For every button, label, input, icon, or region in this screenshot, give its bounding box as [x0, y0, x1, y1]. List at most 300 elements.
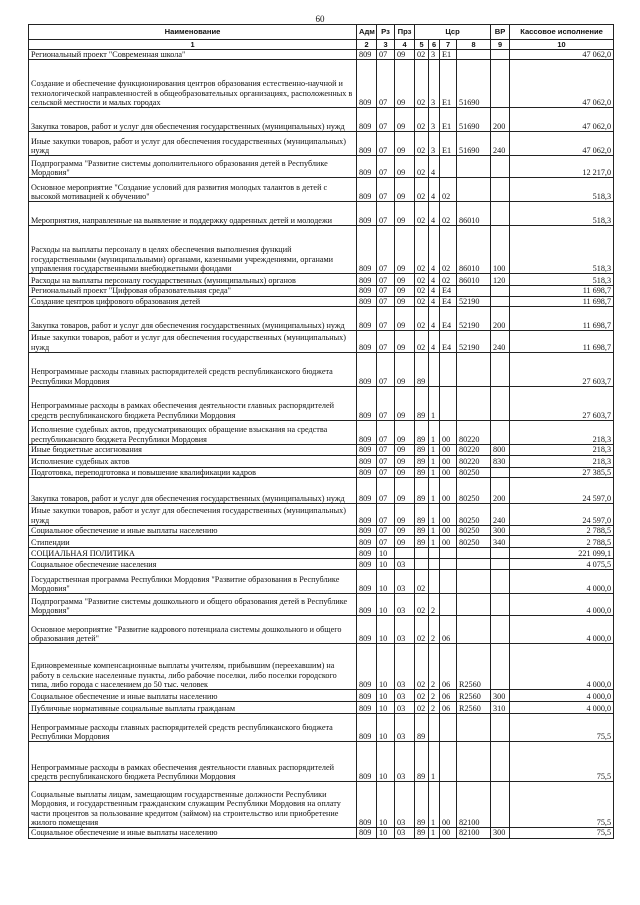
row-adm: 809: [357, 570, 377, 594]
row-csr-subprogram: 2: [429, 690, 440, 702]
row-csr-event: 06: [440, 702, 457, 714]
table-row: [29, 616, 614, 644]
row-name: Стипендии: [29, 536, 357, 548]
row-name: Непрограммные расходы главных распорядителей средств республиканского бюджета Республики Мордовия: [29, 714, 357, 742]
row-amount: 4 000,0: [510, 570, 614, 594]
row-adm: 809: [357, 478, 377, 504]
column-number: 2: [357, 40, 377, 50]
row-rz: 10: [377, 548, 395, 559]
row-csr-program: 02: [415, 286, 429, 296]
row-rz: 07: [377, 504, 395, 526]
row-name: Социальное обеспечение и иные выплаты населению: [29, 526, 357, 536]
row-vr: [491, 714, 510, 742]
row-rz: 07: [377, 226, 395, 274]
row-amount: 218,3: [510, 455, 614, 467]
row-adm: 809: [357, 286, 377, 296]
row-csr-subprogram: [429, 353, 440, 387]
row-prz: 09: [395, 296, 415, 306]
row-amount: 47 062,0: [510, 108, 614, 132]
row-csr-subprogram: 4: [429, 178, 440, 202]
row-vr: [491, 353, 510, 387]
row-csr-subprogram: [429, 559, 440, 570]
row-name: Непрограммные расходы в рамках обеспечения деятельности главных распорядителей средств республиканского бюджета Республики Мордовия: [29, 387, 357, 421]
row-csr-program: 89: [415, 353, 429, 387]
row-amount: 4 000,0: [510, 594, 614, 616]
row-csr-program: 02: [415, 594, 429, 616]
row-csr-subprogram: 4: [429, 331, 440, 353]
row-adm: 809: [357, 296, 377, 306]
row-csr-program: 02: [415, 202, 429, 226]
row-amount: 47 062,0: [510, 50, 614, 60]
row-adm: 809: [357, 387, 377, 421]
column-number: 8: [457, 40, 491, 50]
row-adm: 809: [357, 536, 377, 548]
row-csr-event: E4: [440, 307, 457, 331]
row-vr: [491, 467, 510, 477]
row-name: Региональный проект "Современная школа": [29, 50, 357, 60]
table-row: [29, 286, 614, 296]
row-adm: 809: [357, 445, 377, 455]
row-csr-subprogram: 1: [429, 536, 440, 548]
row-vr: [491, 570, 510, 594]
row-csr-direction: 82100: [457, 828, 491, 838]
row-csr-direction: [457, 594, 491, 616]
header-csr: Цср: [415, 25, 491, 40]
header-adm: Адм: [357, 25, 377, 40]
row-amount: 4 000,0: [510, 690, 614, 702]
row-csr-program: 02: [415, 178, 429, 202]
row-vr: 800: [491, 445, 510, 455]
row-csr-event: 00: [440, 455, 457, 467]
row-rz: 10: [377, 594, 395, 616]
table-row: [29, 570, 614, 594]
row-vr: 200: [491, 307, 510, 331]
row-csr-subprogram: 1: [429, 742, 440, 782]
header-name: Наименование: [29, 25, 357, 40]
row-adm: 809: [357, 548, 377, 559]
row-amount: 27 603,7: [510, 387, 614, 421]
row-rz: 07: [377, 50, 395, 60]
table-row: [29, 202, 614, 226]
table-row: [29, 702, 614, 714]
row-adm: 809: [357, 690, 377, 702]
row-csr-program: 89: [415, 714, 429, 742]
row-csr-program: 89: [415, 387, 429, 421]
row-csr-program: 89: [415, 782, 429, 828]
row-adm: 809: [357, 226, 377, 274]
row-adm: 809: [357, 274, 377, 286]
row-name: СОЦИАЛЬНАЯ ПОЛИТИКА: [29, 548, 357, 559]
row-amount: 518,3: [510, 274, 614, 286]
row-prz: 03: [395, 714, 415, 742]
table-row: [29, 307, 614, 331]
row-adm: 809: [357, 108, 377, 132]
row-amount: 4 075,5: [510, 559, 614, 570]
row-csr-direction: 51690: [457, 132, 491, 156]
row-rz: 07: [377, 353, 395, 387]
row-csr-event: 00: [440, 526, 457, 536]
row-rz: 07: [377, 286, 395, 296]
row-adm: 809: [357, 202, 377, 226]
table-row: [29, 594, 614, 616]
row-amount: 4 000,0: [510, 644, 614, 690]
row-csr-event: [440, 594, 457, 616]
row-csr-subprogram: 3: [429, 60, 440, 108]
row-amount: 11 698,7: [510, 296, 614, 306]
row-prz: 09: [395, 108, 415, 132]
row-name: Иные бюджетные ассигнования: [29, 445, 357, 455]
row-csr-subprogram: 1: [429, 478, 440, 504]
row-adm: 809: [357, 782, 377, 828]
row-rz: 10: [377, 782, 395, 828]
row-csr-direction: 86010: [457, 202, 491, 226]
row-amount: 47 062,0: [510, 60, 614, 108]
row-csr-event: E4: [440, 286, 457, 296]
row-rz: 07: [377, 132, 395, 156]
row-rz: 07: [377, 421, 395, 445]
table-row: [29, 742, 614, 782]
row-amount: 518,3: [510, 178, 614, 202]
column-number-row: [29, 40, 614, 50]
row-vr: 120: [491, 274, 510, 286]
table-row: [29, 536, 614, 548]
row-rz: 07: [377, 478, 395, 504]
row-name: Подпрограмма "Развитие системы дошкольного и общего образования детей в Республике Мордовия": [29, 594, 357, 616]
row-csr-direction: 80250: [457, 504, 491, 526]
row-adm: 809: [357, 331, 377, 353]
row-csr-subprogram: 1: [429, 455, 440, 467]
row-csr-subprogram: 3: [429, 132, 440, 156]
row-vr: 200: [491, 108, 510, 132]
row-prz: 09: [395, 353, 415, 387]
row-csr-event: 00: [440, 445, 457, 455]
row-name: Иные закупки товаров, работ и услуг для обеспечения государственных (муниципальных) нужд: [29, 132, 357, 156]
table-row: [29, 296, 614, 306]
row-csr-direction: [457, 156, 491, 178]
column-number: 7: [440, 40, 457, 50]
table-row: [29, 226, 614, 274]
row-csr-program: 02: [415, 226, 429, 274]
table-body: [29, 50, 614, 839]
row-amount: 75,5: [510, 782, 614, 828]
row-prz: 09: [395, 286, 415, 296]
row-csr-subprogram: [429, 570, 440, 594]
page-number: 60: [315, 14, 325, 24]
row-prz: 09: [395, 455, 415, 467]
column-number: 5: [415, 40, 429, 50]
row-rz: 07: [377, 467, 395, 477]
row-csr-program: 02: [415, 296, 429, 306]
header-prz: Прз: [395, 25, 415, 40]
row-prz: 09: [395, 178, 415, 202]
row-prz: 03: [395, 616, 415, 644]
row-csr-event: 00: [440, 536, 457, 548]
row-csr-subprogram: 4: [429, 156, 440, 178]
row-csr-program: 89: [415, 421, 429, 445]
row-csr-direction: 52190: [457, 307, 491, 331]
table-row: [29, 108, 614, 132]
row-csr-subprogram: 2: [429, 616, 440, 644]
row-rz: 07: [377, 526, 395, 536]
row-csr-event: [440, 714, 457, 742]
row-prz: 09: [395, 387, 415, 421]
row-vr: [491, 548, 510, 559]
row-csr-event: 02: [440, 226, 457, 274]
row-name: Иные закупки товаров, работ и услуг для обеспечения государственных (муниципальных) нужд: [29, 331, 357, 353]
row-prz: 09: [395, 274, 415, 286]
row-csr-direction: [457, 178, 491, 202]
row-csr-program: 89: [415, 478, 429, 504]
row-name: Социальное обеспечение и иные выплаты населению: [29, 828, 357, 838]
table-row: [29, 559, 614, 570]
row-name: Основное мероприятие "Создание условий для развития молодых талантов в детей с высокой мотивацией к обучению": [29, 178, 357, 202]
row-name: Социальное обеспечение населения: [29, 559, 357, 570]
row-prz: 09: [395, 467, 415, 477]
row-name: Создание и обеспечение функционирования центров образования естественно-научной и технологической направленностей в общеобразовательных организациях, расположенных в сельской местности и малых городах: [29, 60, 357, 108]
row-vr: [491, 616, 510, 644]
row-vr: [491, 421, 510, 445]
row-csr-event: 00: [440, 467, 457, 477]
row-vr: 300: [491, 526, 510, 536]
row-amount: 11 698,7: [510, 331, 614, 353]
row-vr: [491, 387, 510, 421]
row-csr-subprogram: 1: [429, 445, 440, 455]
row-csr-program: 02: [415, 307, 429, 331]
row-csr-direction: 52190: [457, 296, 491, 306]
row-rz: 07: [377, 536, 395, 548]
row-csr-program: 89: [415, 455, 429, 467]
row-vr: [491, 50, 510, 60]
row-name: Подготовка, переподготовка и повышение квалификации кадров: [29, 467, 357, 477]
row-amount: 2 788,5: [510, 526, 614, 536]
row-vr: 300: [491, 828, 510, 838]
row-vr: 310: [491, 702, 510, 714]
row-adm: 809: [357, 504, 377, 526]
row-adm: 809: [357, 559, 377, 570]
row-name: Иные закупки товаров, работ и услуг для обеспечения государственных (муниципальных) нужд: [29, 504, 357, 526]
table-row: [29, 178, 614, 202]
row-prz: 09: [395, 132, 415, 156]
row-amount: 27 385,5: [510, 467, 614, 477]
row-rz: 07: [377, 60, 395, 108]
row-csr-direction: 80220: [457, 421, 491, 445]
row-prz: 03: [395, 690, 415, 702]
row-prz: 03: [395, 782, 415, 828]
row-rz: 07: [377, 202, 395, 226]
row-vr: [491, 644, 510, 690]
column-number: 10: [510, 40, 614, 50]
row-csr-subprogram: 1: [429, 828, 440, 838]
row-rz: 10: [377, 690, 395, 702]
row-prz: 09: [395, 202, 415, 226]
row-vr: [491, 156, 510, 178]
row-csr-event: 06: [440, 616, 457, 644]
row-rz: 10: [377, 570, 395, 594]
row-amount: 218,3: [510, 421, 614, 445]
row-adm: 809: [357, 421, 377, 445]
row-prz: 09: [395, 307, 415, 331]
row-prz: 03: [395, 644, 415, 690]
row-csr-event: 06: [440, 644, 457, 690]
row-csr-direction: [457, 548, 491, 559]
row-rz: 10: [377, 702, 395, 714]
row-name: Единовременные компенсационные выплаты учителям, прибывшим (переехавшим) на работу в сельские населенные пункты, либо рабочие поселки, либо поселки городского типа, либо города с населением до 50 тыс. человек: [29, 644, 357, 690]
row-vr: 240: [491, 132, 510, 156]
table-row: [29, 690, 614, 702]
row-csr-event: E1: [440, 108, 457, 132]
header-amount: Кассовое исполнение: [510, 25, 614, 40]
row-csr-program: 02: [415, 132, 429, 156]
row-csr-direction: 52190: [457, 331, 491, 353]
row-adm: 809: [357, 60, 377, 108]
row-rz: 10: [377, 742, 395, 782]
row-prz: 09: [395, 331, 415, 353]
row-rz: 10: [377, 828, 395, 838]
table-row: [29, 60, 614, 108]
row-vr: 240: [491, 331, 510, 353]
row-csr-subprogram: 3: [429, 108, 440, 132]
row-csr-direction: [457, 616, 491, 644]
row-csr-event: [440, 742, 457, 782]
row-prz: [395, 548, 415, 559]
row-vr: [491, 594, 510, 616]
row-csr-event: 00: [440, 782, 457, 828]
row-adm: 809: [357, 178, 377, 202]
column-number: 9: [491, 40, 510, 50]
row-csr-direction: 80220: [457, 445, 491, 455]
row-rz: 07: [377, 387, 395, 421]
row-csr-event: 00: [440, 504, 457, 526]
row-csr-program: 02: [415, 156, 429, 178]
row-amount: 11 698,7: [510, 286, 614, 296]
row-amount: 218,3: [510, 445, 614, 455]
row-name: Расходы на выплаты персоналу в целях обеспечения выполнения функций государственными (муниципальными) органами, казенными учреждениями, органами управления государственными внебюджетными фондами: [29, 226, 357, 274]
row-csr-subprogram: 1: [429, 526, 440, 536]
row-csr-program: 02: [415, 702, 429, 714]
row-csr-event: E1: [440, 50, 457, 60]
row-csr-direction: 51690: [457, 108, 491, 132]
row-csr-event: E1: [440, 60, 457, 108]
row-adm: 809: [357, 594, 377, 616]
row-amount: 12 217,0: [510, 156, 614, 178]
row-amount: 221 099,1: [510, 548, 614, 559]
row-csr-direction: [457, 387, 491, 421]
row-csr-subprogram: [429, 714, 440, 742]
row-prz: 09: [395, 50, 415, 60]
row-csr-subprogram: 1: [429, 782, 440, 828]
row-csr-program: 02: [415, 108, 429, 132]
row-adm: 809: [357, 828, 377, 838]
row-amount: 518,3: [510, 202, 614, 226]
row-csr-program: 89: [415, 504, 429, 526]
row-csr-event: 02: [440, 202, 457, 226]
header-vr: ВР: [491, 25, 510, 40]
row-vr: [491, 202, 510, 226]
row-prz: 09: [395, 226, 415, 274]
row-vr: 240: [491, 504, 510, 526]
row-prz: 03: [395, 702, 415, 714]
row-vr: 340: [491, 536, 510, 548]
row-csr-subprogram: 4: [429, 226, 440, 274]
row-csr-event: [440, 156, 457, 178]
row-prz: 03: [395, 742, 415, 782]
table-row: [29, 455, 614, 467]
row-prz: 03: [395, 559, 415, 570]
row-rz: 10: [377, 559, 395, 570]
row-csr-program: 02: [415, 331, 429, 353]
table-row: [29, 467, 614, 477]
row-csr-program: 02: [415, 274, 429, 286]
row-name: Социальные выплаты лицам, замещающим государственные должности Республики Мордовия, и государственным гражданским служащим Республики Мордовия на оплату части процентов за пользование кредитом (займом) на строительство или приобретение жилого помещения: [29, 782, 357, 828]
row-prz: 09: [395, 536, 415, 548]
row-csr-subprogram: 1: [429, 504, 440, 526]
row-csr-program: 02: [415, 50, 429, 60]
row-rz: 07: [377, 331, 395, 353]
row-vr: 830: [491, 455, 510, 467]
row-vr: [491, 60, 510, 108]
row-adm: 809: [357, 714, 377, 742]
row-csr-subprogram: 2: [429, 644, 440, 690]
row-name: Непрограммные расходы главных распорядителей средств республиканского бюджета Республики Мордовия: [29, 353, 357, 387]
row-csr-subprogram: 1: [429, 421, 440, 445]
row-csr-direction: R2560: [457, 690, 491, 702]
row-prz: 09: [395, 526, 415, 536]
row-name: Основное мероприятие "Развитие кадрового потенциала системы дошкольного и общего образования детей": [29, 616, 357, 644]
row-csr-event: [440, 559, 457, 570]
row-prz: 03: [395, 594, 415, 616]
table-row: [29, 132, 614, 156]
row-csr-subprogram: 1: [429, 467, 440, 477]
row-vr: [491, 742, 510, 782]
row-csr-program: 89: [415, 536, 429, 548]
row-vr: 300: [491, 690, 510, 702]
row-csr-program: 89: [415, 828, 429, 838]
row-rz: 07: [377, 274, 395, 286]
row-csr-direction: [457, 742, 491, 782]
row-prz: 09: [395, 478, 415, 504]
row-rz: 07: [377, 307, 395, 331]
row-prz: 09: [395, 421, 415, 445]
row-name: Публичные нормативные социальные выплаты гражданам: [29, 702, 357, 714]
row-name: Расходы на выплаты персоналу государственных (муниципальных) органов: [29, 274, 357, 286]
row-csr-direction: 80250: [457, 536, 491, 548]
row-csr-program: 89: [415, 742, 429, 782]
table-row: [29, 50, 614, 60]
row-csr-event: [440, 570, 457, 594]
row-amount: 24 597,0: [510, 504, 614, 526]
row-rz: 10: [377, 714, 395, 742]
row-amount: 75,5: [510, 828, 614, 838]
row-csr-event: 00: [440, 828, 457, 838]
row-name: Региональный проект "Цифровая образовательная среда": [29, 286, 357, 296]
row-name: Непрограммные расходы в рамках обеспечения деятельности главных распорядителей средств республиканского бюджета Республики Мордовия: [29, 742, 357, 782]
table-row: [29, 782, 614, 828]
row-csr-event: E1: [440, 132, 457, 156]
row-csr-direction: 86010: [457, 274, 491, 286]
row-rz: 07: [377, 108, 395, 132]
row-vr: [491, 559, 510, 570]
row-vr: 100: [491, 226, 510, 274]
row-prz: 09: [395, 60, 415, 108]
table-row: [29, 445, 614, 455]
row-prz: 09: [395, 504, 415, 526]
row-adm: 809: [357, 353, 377, 387]
row-name: Государственная программа Республики Мордовия "Развитие образования в Республике Мордовия": [29, 570, 357, 594]
table-row: [29, 714, 614, 742]
row-csr-event: 06: [440, 690, 457, 702]
row-rz: 07: [377, 156, 395, 178]
table-row: [29, 156, 614, 178]
